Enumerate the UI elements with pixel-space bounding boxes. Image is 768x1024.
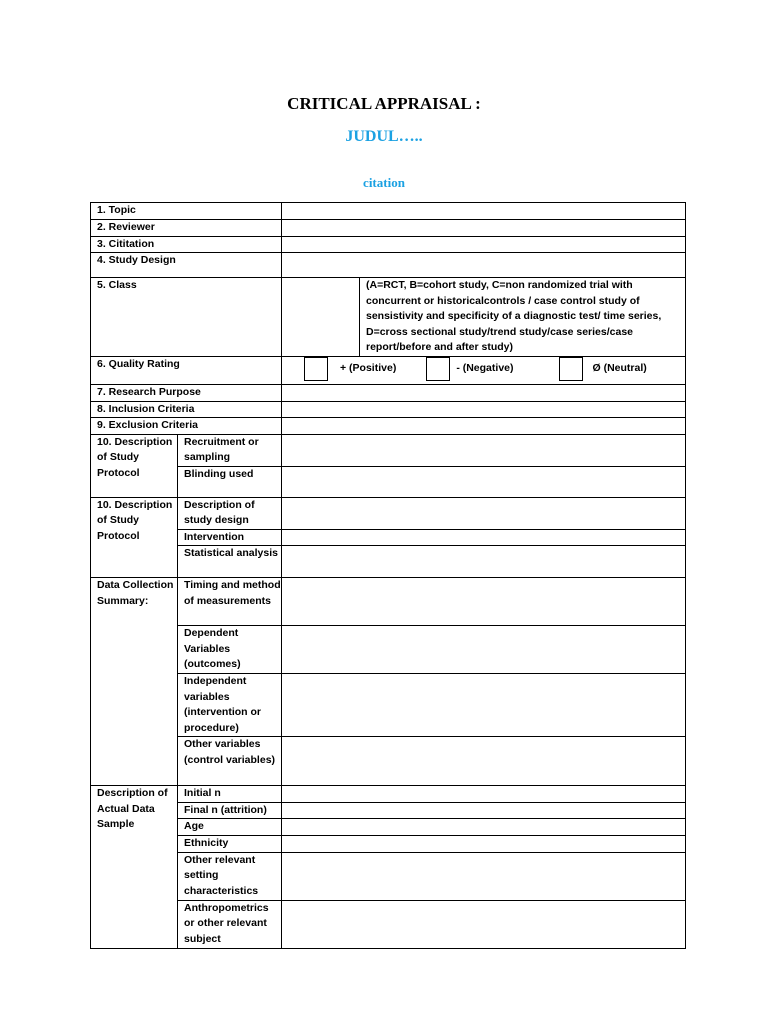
row-initial-n bbox=[91, 786, 686, 803]
row-independent-variables bbox=[91, 674, 686, 737]
row-quality-rating bbox=[91, 356, 686, 384]
field-citation[interactable] bbox=[282, 236, 686, 253]
row-study-design bbox=[91, 253, 686, 278]
field-ethnicity[interactable] bbox=[282, 836, 686, 853]
row-final-n bbox=[91, 802, 686, 819]
row-topic bbox=[91, 203, 686, 220]
label-data-collection: Data Collection Summary: bbox=[91, 578, 178, 786]
positive-checkbox[interactable] bbox=[304, 357, 328, 381]
sublabel-ethnicity: Ethnicity bbox=[178, 836, 282, 853]
row-inclusion bbox=[91, 401, 686, 418]
field-recruitment[interactable] bbox=[282, 434, 686, 466]
label-citation: 3. Cititation bbox=[91, 236, 282, 253]
field-reviewer[interactable] bbox=[282, 220, 686, 237]
label-research-purpose: 7. Research Purpose bbox=[91, 384, 282, 401]
row-research-purpose bbox=[91, 384, 686, 401]
sublabel-independent-variables: Independent variables (intervention or procedure) bbox=[178, 674, 282, 737]
row-citation bbox=[91, 236, 686, 253]
row-intervention bbox=[91, 529, 686, 546]
field-research-purpose[interactable] bbox=[282, 384, 686, 401]
label-inclusion: 8. Inclusion Criteria bbox=[91, 401, 282, 418]
field-design-description[interactable] bbox=[282, 497, 686, 529]
field-setting-characteristics[interactable] bbox=[282, 852, 686, 900]
row-exclusion bbox=[91, 418, 686, 435]
sublabel-other-variables: Other variables (control variables) bbox=[178, 737, 282, 786]
sublabel-setting-characteristics: Other relevant setting characteristics bbox=[178, 852, 282, 900]
negative-label: - (Negative) bbox=[456, 361, 514, 374]
row-ethnicity bbox=[91, 836, 686, 853]
row-design-description bbox=[91, 497, 686, 529]
page-subtitle: JUDUL….. bbox=[345, 128, 423, 145]
sublabel-design-description: Description of study design bbox=[178, 497, 282, 529]
negative-checkbox[interactable] bbox=[426, 357, 450, 381]
label-study-protocol-a: 10. Description of Study Protocol bbox=[91, 434, 178, 497]
page-title: CRITICAL APPRAISAL : bbox=[287, 94, 481, 113]
sublabel-statistical-analysis: Statistical analysis bbox=[178, 546, 282, 578]
quality-options bbox=[282, 356, 686, 384]
neutral-label: Ø (Neutral) bbox=[592, 361, 647, 374]
row-statistical-analysis bbox=[91, 546, 686, 578]
label-exclusion: 9. Exclusion Criteria bbox=[91, 418, 282, 435]
sublabel-final-n: Final n (attrition) bbox=[178, 802, 282, 819]
field-statistical-analysis[interactable] bbox=[282, 546, 686, 578]
field-other-variables[interactable] bbox=[282, 737, 686, 786]
row-age bbox=[91, 819, 686, 836]
sublabel-recruitment: Recruitment or sampling bbox=[178, 434, 282, 466]
label-actual-sample: Description of Actual Data Sample bbox=[91, 786, 178, 949]
row-setting-characteristics bbox=[91, 852, 686, 900]
citation-heading: citation bbox=[363, 175, 405, 190]
sublabel-timing: Timing and method of measurements bbox=[178, 578, 282, 626]
label-reviewer: 2. Reviewer bbox=[91, 220, 282, 237]
field-timing[interactable] bbox=[282, 578, 686, 626]
field-age[interactable] bbox=[282, 819, 686, 836]
row-recruitment bbox=[91, 434, 686, 466]
row-blinding bbox=[91, 466, 686, 497]
row-timing bbox=[91, 578, 686, 626]
row-other-variables bbox=[91, 737, 686, 786]
label-quality-rating: 6. Quality Rating bbox=[91, 356, 282, 384]
field-initial-n[interactable] bbox=[282, 786, 686, 803]
field-intervention[interactable] bbox=[282, 529, 686, 546]
field-dependent-variables[interactable] bbox=[282, 626, 686, 674]
positive-label: + (Positive) bbox=[340, 361, 397, 374]
neutral-checkbox[interactable] bbox=[559, 357, 583, 381]
field-exclusion[interactable] bbox=[282, 418, 686, 435]
sublabel-initial-n: Initial n bbox=[178, 786, 282, 803]
row-anthropometrics bbox=[91, 900, 686, 948]
field-topic[interactable] bbox=[282, 203, 686, 220]
row-dependent-variables bbox=[91, 626, 686, 674]
appraisal-table bbox=[90, 202, 686, 949]
sublabel-intervention: Intervention bbox=[178, 529, 282, 546]
field-class[interactable] bbox=[282, 278, 360, 357]
field-anthropometrics[interactable] bbox=[282, 900, 686, 948]
row-reviewer bbox=[91, 220, 686, 237]
sublabel-age: Age bbox=[178, 819, 282, 836]
field-inclusion[interactable] bbox=[282, 401, 686, 418]
label-class: 5. Class bbox=[91, 278, 282, 357]
field-study-design[interactable] bbox=[282, 253, 686, 278]
sublabel-blinding: Blinding used bbox=[178, 466, 282, 497]
field-final-n[interactable] bbox=[282, 802, 686, 819]
sublabel-anthropometrics: Anthropometrics or other relevant subject bbox=[178, 900, 282, 948]
label-topic: 1. Topic bbox=[91, 203, 282, 220]
field-blinding[interactable] bbox=[282, 466, 686, 497]
row-class bbox=[91, 278, 686, 357]
label-study-design: 4. Study Design bbox=[91, 253, 282, 278]
sublabel-dependent-variables: Dependent Variables (outcomes) bbox=[178, 626, 282, 674]
field-independent-variables[interactable] bbox=[282, 674, 686, 737]
label-study-protocol-b: 10. Description of Study Protocol bbox=[91, 497, 178, 578]
class-note: (A=RCT, B=cohort study, C=non randomized trial with concurrent or historicalcontrols / case control study of sensistivity and specificity of a diagnostic test/ time series, D=cross sectional study/trend study/case series/case report/before and after study) bbox=[360, 278, 686, 357]
